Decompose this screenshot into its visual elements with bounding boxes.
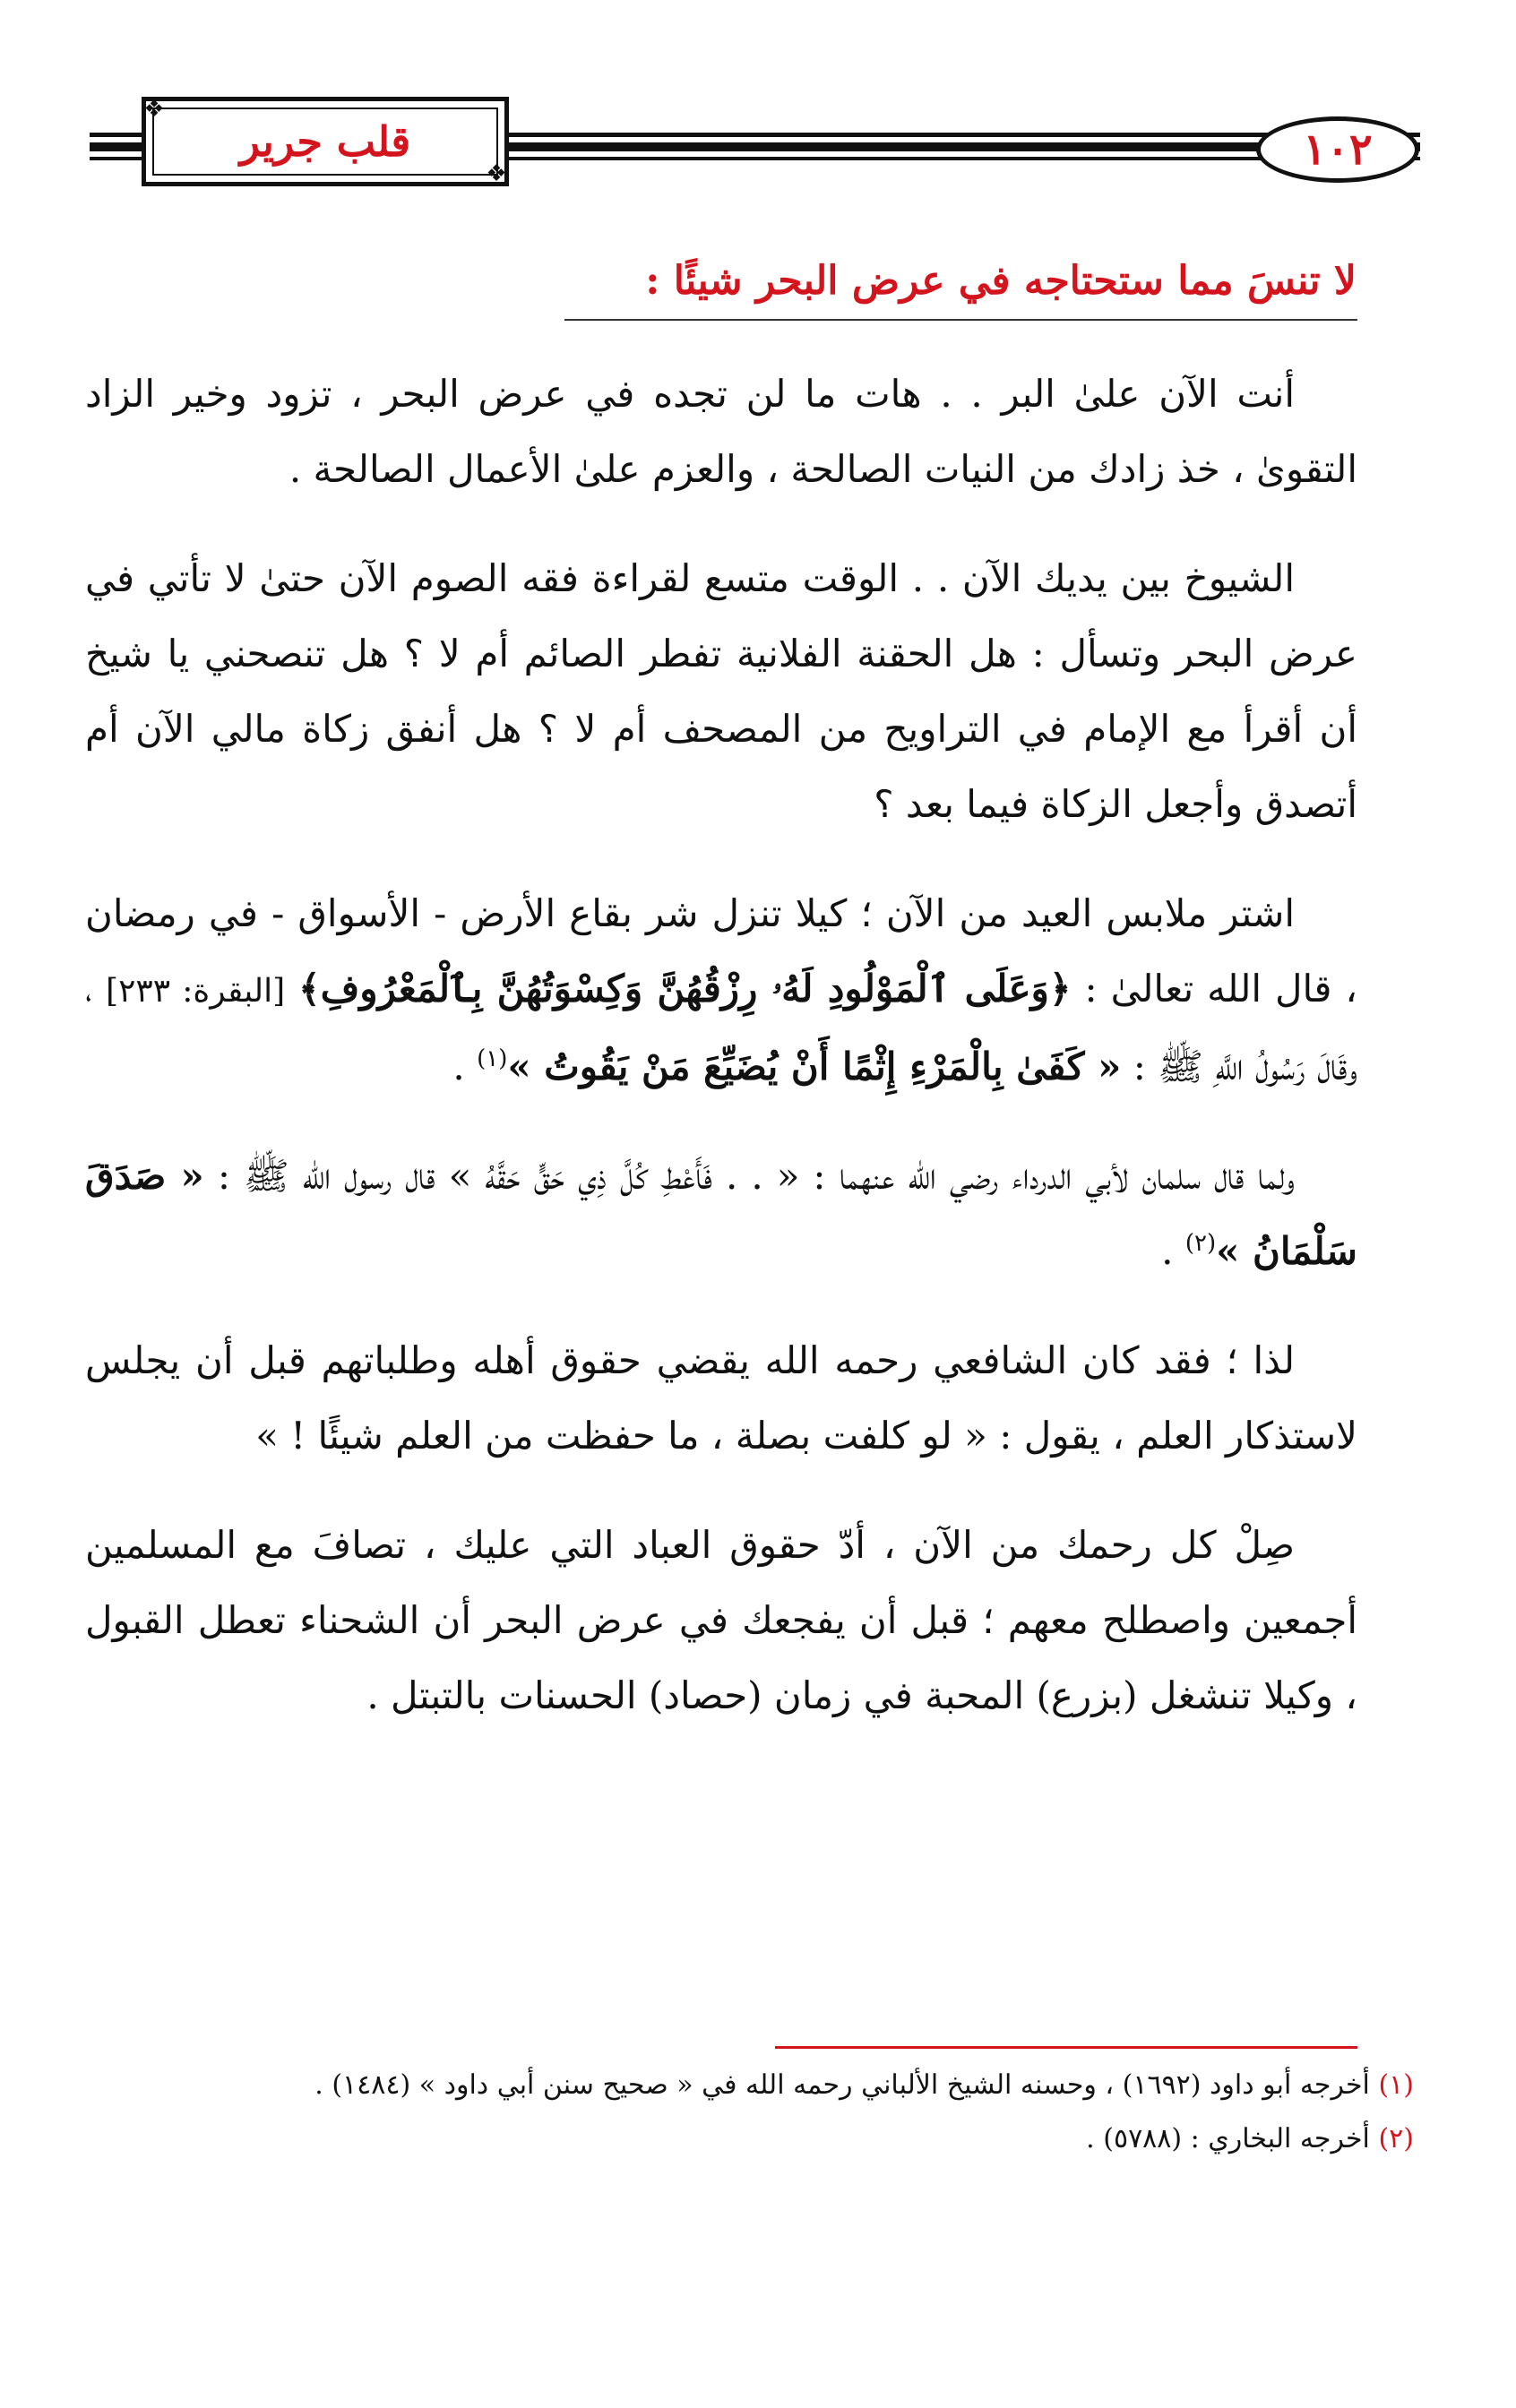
- verse-citation: [البقرة: ٢٣٣]: [106, 973, 286, 1010]
- footnote: [90, 2059, 1414, 2112]
- hadith-quote: « كَفَىٰ بِالْمَرْءِ إِثْمًا أَنْ يُضَيِّعَ مَنْ يَقُوتُ »: [507, 1045, 1122, 1088]
- hadith-quote: « صَدَقَ سَلْمَانُ »: [85, 1154, 1357, 1273]
- paragraph: [85, 1139, 1357, 1289]
- paragraph-text: اشتر ملابس العيد من الآن ؛ كيلا تنزل شر بقاع الأرض - الأسواق - في رمضان ، قال الله تعالىٰ :: [85, 891, 1357, 1010]
- paragraph-text: .: [1161, 1229, 1174, 1273]
- footnote-ref[interactable]: (٢): [1184, 1230, 1217, 1257]
- paragraph-text: قال رسول الله ﷺ :: [217, 1154, 435, 1198]
- corner-ornament-icon: ❖: [486, 160, 507, 187]
- footnote-text: أخرجه أبو داود (١٦٩٢) ، وحسنه الشيخ الألباني رحمه الله في « صحيح سنن أبي داود » (١٤٨٤) .: [314, 2069, 1370, 2101]
- corner-ornament-icon: ❖: [143, 96, 165, 123]
- paragraph: لذا ؛ فقد كان الشافعي رحمه الله يقضي حقوق أهله وطلباتهم قبل أن يجلس لاستذكار العلم ، يقول : « لو كلفت بصلة ، ما حفظت من العلم شيئًا ! »: [85, 1338, 1357, 1458]
- paragraph: [85, 876, 1357, 1105]
- section-heading: لا تنسَ مما ستحتاجه في عرض البحر شيئًا :: [645, 258, 1357, 304]
- quote: « . . فَأَعْطِ كُلَّ ذِي حَقٍّ حَقَّهُ »: [448, 1154, 800, 1198]
- paragraph: صِلْ كل رحمك من الآن ، أدّ حقوق العباد التي عليك ، تصافَ مع المسلمين أجمعين واصطلح معهم ؛ قبل أن يفجعك في عرض البحر أن الشحناء تعطل القبول ، وكيلا تنشغل (بزرع) المحبة في زمان (حصاد) الحسنات بالتبتل .: [85, 1523, 1357, 1717]
- running-title: قلب جرير: [239, 117, 411, 166]
- running-title-box: [142, 97, 509, 186]
- footnote-ref[interactable]: (١): [477, 1045, 508, 1072]
- paragraph-text: ، وقَالَ رَسُولُ اللَّهِ ﷺ :: [85, 967, 1357, 1088]
- paragraph: أنت الآن علىٰ البر . . هات ما لن تجده في عرض البحر ، تزود وخير الزاد التقوىٰ ، خذ زادك من النيات الصالحة ، والعزم علىٰ الأعمال الصالحة .: [85, 372, 1357, 491]
- body-text: [85, 357, 1357, 1767]
- paragraph: الشيوخ بين يديك الآن . . الوقت متسع لقراءة فقه الصوم الآن حتىٰ لا تأتي في عرض البحر وتسأل : هل الحقنة الفلانية تفطر الصائم أم لا ؟ هل تنصحني يا شيخ أن أقرأ مع الإمام في التراويح من المصحف أم لا ؟ هل أنفق زكاة مالي الآن أم أتصدق وأجعل الزكاة فيما بعد ؟: [85, 556, 1357, 826]
- heading-underline: [564, 319, 1357, 321]
- paragraph-text: .: [452, 1045, 465, 1088]
- footnote-text: أخرجه البخاري : (٥٧٨٨) .: [1086, 2123, 1370, 2154]
- paragraph-text: ولما قال سلمان لأبي الدرداء رضي الله عنهما :: [813, 1154, 1295, 1198]
- quran-verse: ﴿وَعَلَى ٱلْمَوْلُودِ لَهُۥ رِزْقُهُنَّ وَكِسْوَتُهُنَّ بِٱلْمَعْرُوفِ﴾: [298, 967, 1072, 1010]
- footnotes: [90, 2059, 1414, 2166]
- footnote-number: (١): [1378, 2069, 1414, 2101]
- footnote-separator: [775, 2046, 1357, 2049]
- page-number-badge: [1256, 116, 1419, 183]
- page-number: ١٠٢: [1303, 125, 1373, 175]
- footnote-number: (٢): [1378, 2123, 1414, 2154]
- footnote: [90, 2112, 1414, 2166]
